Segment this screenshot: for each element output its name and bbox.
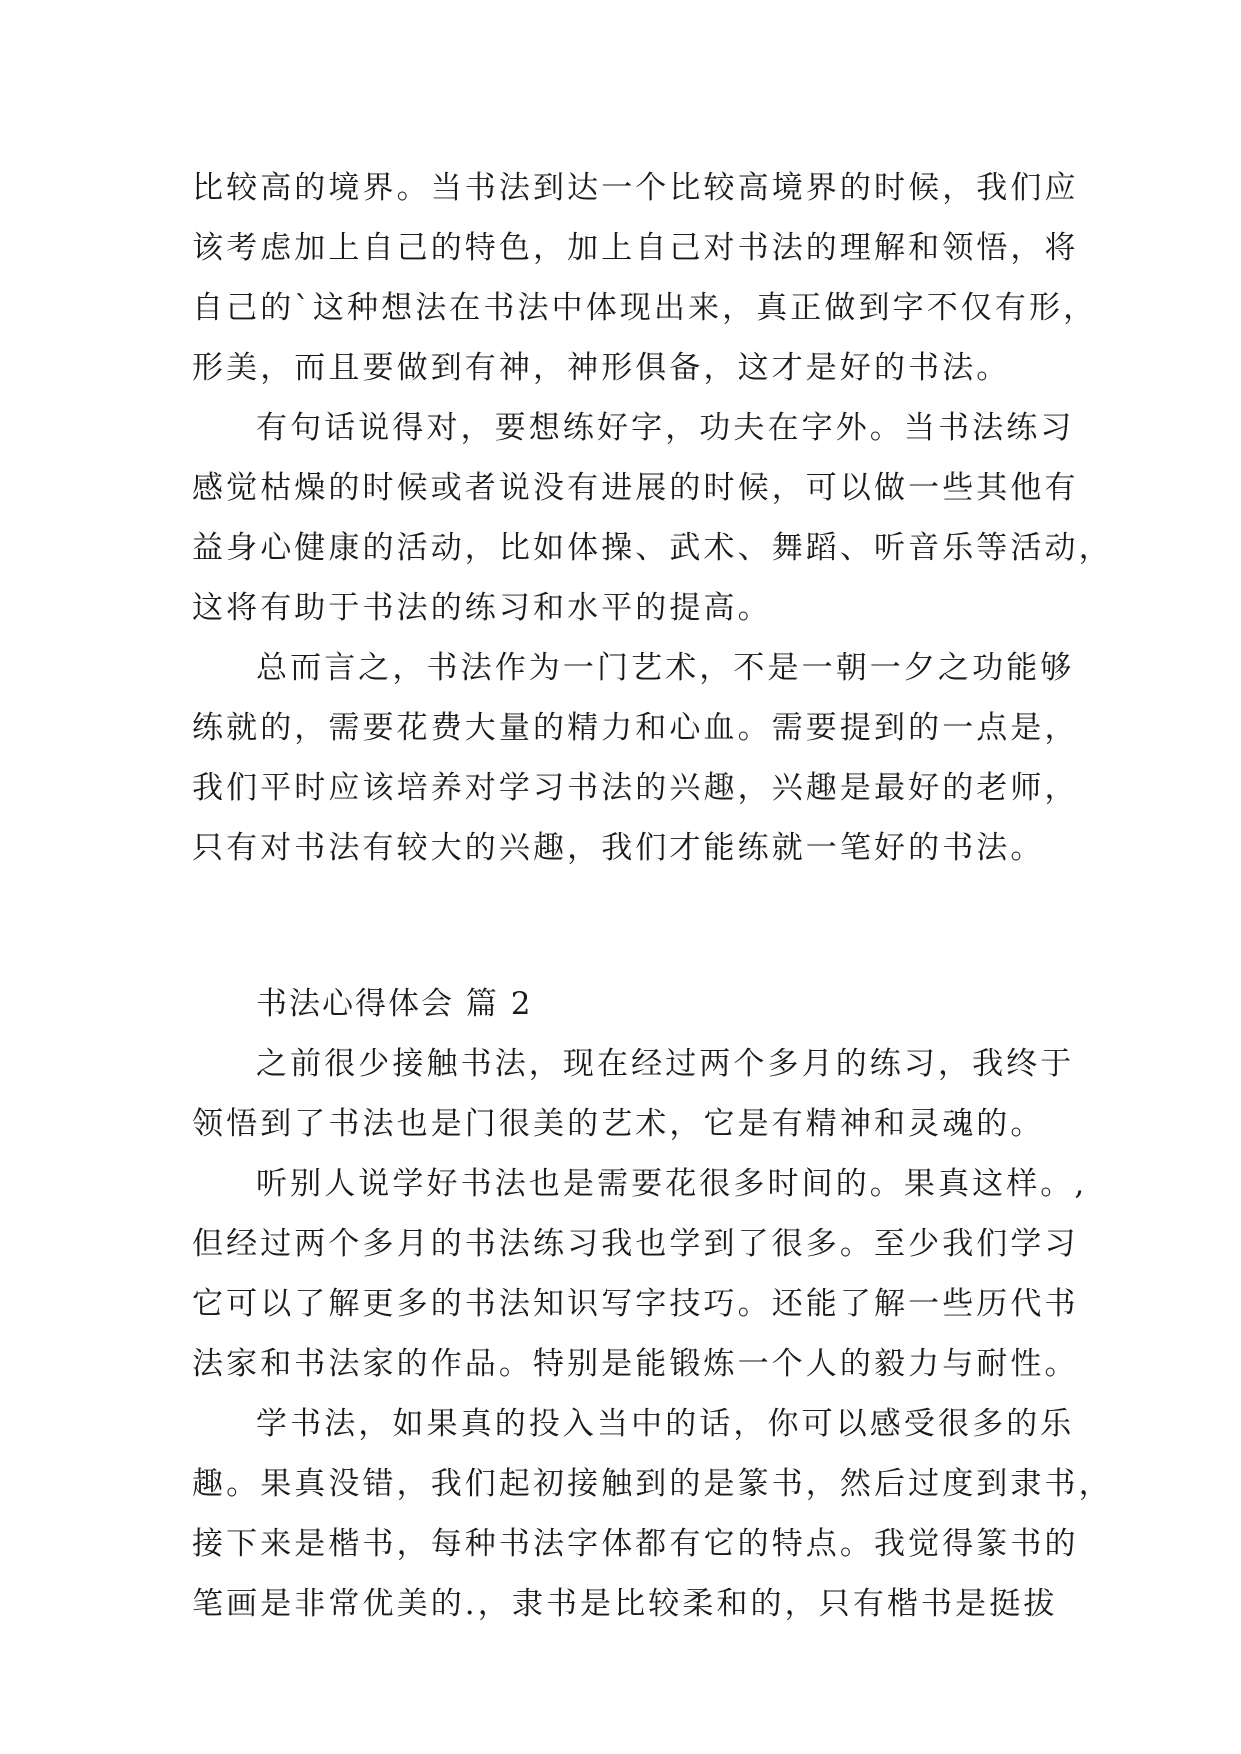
paragraph-2 xyxy=(192,398,1113,638)
text-line: 益身心健康的活动，比如体操、武术、舞蹈、听音乐等活动， xyxy=(192,530,1113,566)
text-line: 这将有助于书法的练习和水平的提高。 xyxy=(192,590,772,626)
paragraph-1 xyxy=(192,158,1098,398)
text-line: 趣。果真没错，我们起初接触到的是篆书，然后过度到隶书， xyxy=(192,1466,1113,1502)
text-line: 感觉枯燥的时候或者说没有进展的时候，可以做一些其他有 xyxy=(192,470,1079,506)
text-line: 之前很少接触书法，现在经过两个多月的练习，我终于 xyxy=(256,1046,1075,1082)
text-line: 笔画是非常优美的.，隶书是比较柔和的，只有楷书是挺拔 xyxy=(192,1586,1058,1622)
paragraph-4 xyxy=(192,1034,1075,1154)
text-line: 法家和书法家的作品。特别是能锻炼一个人的毅力与耐性。 xyxy=(192,1346,1079,1382)
section-title: 书法心得体会 篇 2 xyxy=(256,986,533,1022)
text-line: 该考虑加上自己的特色，加上自己对书法的理解和领悟，将 xyxy=(192,230,1079,266)
text-line: 练就的，需要花费大量的精力和心血。需要提到的一点是， xyxy=(192,710,1079,746)
paragraph-6 xyxy=(192,1394,1113,1634)
text-line: 自己的`这种想法在书法中体现出来，真正做到字不仅有形， xyxy=(192,290,1098,326)
section-gap xyxy=(192,878,1060,974)
text-line: 但经过两个多月的书法练习我也学到了很多。至少我们学习 xyxy=(192,1226,1079,1262)
text-line: 学书法，如果真的投入当中的话，你可以感受很多的乐 xyxy=(256,1406,1075,1442)
text-line: 它可以了解更多的书法知识写字技巧。还能了解一些历代书 xyxy=(192,1286,1079,1322)
text-line: 我们平时应该培养对学习书法的兴趣，兴趣是最好的老师， xyxy=(192,770,1079,806)
text-line: 形美，而且要做到有神，神形俱备，这才是好的书法。 xyxy=(192,350,1011,386)
text-line: 听别人说学好书法也是需要花很多时间的。果真这样。, xyxy=(256,1166,1088,1202)
text-line: 只有对书法有较大的兴趣，我们才能练就一笔好的书法。 xyxy=(192,830,1045,866)
paragraph-5 xyxy=(192,1154,1088,1394)
text-line: 领悟到了书法也是门很美的艺术，它是有精神和灵魂的。 xyxy=(192,1106,1045,1142)
paragraph-3 xyxy=(192,638,1079,878)
text-line: 比较高的境界。当书法到达一个比较高境界的时候，我们应 xyxy=(192,170,1079,206)
text-line: 有句话说得对，要想练好字，功夫在字外。当书法练习 xyxy=(256,410,1075,446)
text-line: 总而言之，书法作为一门艺术，不是一朝一夕之功能够 xyxy=(256,650,1075,686)
document-body xyxy=(192,158,1113,1634)
text-line: 接下来是楷书，每种书法字体都有它的特点。我觉得篆书的 xyxy=(192,1526,1079,1562)
